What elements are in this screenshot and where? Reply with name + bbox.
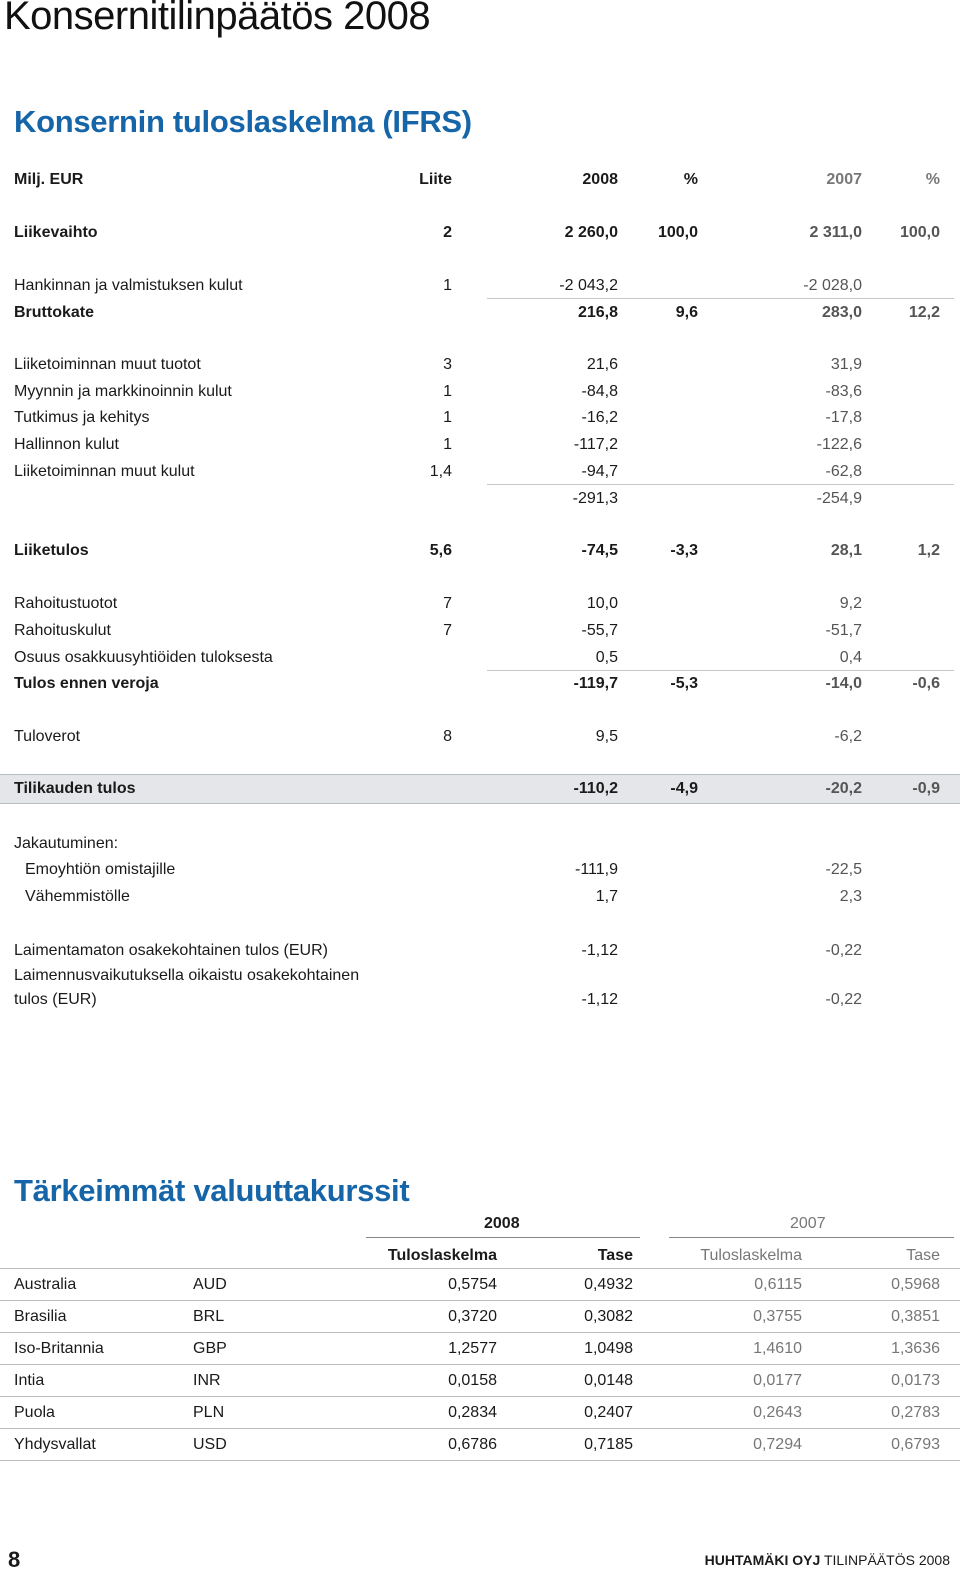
row-2007: -83,6 (825, 383, 862, 400)
fx-tl-2007: 1,4610 (753, 1340, 802, 1357)
fx-tl-2008: 1,2577 (448, 1340, 497, 1357)
fx-tl-2007: 0,3755 (753, 1308, 802, 1325)
row-liite: 5,6 (429, 542, 452, 559)
row-label: Liiketoiminnan muut kulut (14, 463, 195, 480)
fx-tl-2008: 0,6786 (448, 1436, 497, 1453)
fx-country: Intia (14, 1372, 45, 1389)
fx-col-tuloslaskelma-2007: Tuloslaskelma (700, 1247, 802, 1264)
fx-ta-2007: 0,5968 (891, 1276, 940, 1293)
row-2007: -0,22 (825, 942, 862, 959)
row-2008: -291,3 (572, 490, 618, 507)
row-2007: -17,8 (825, 409, 862, 426)
row-pct-2008: 100,0 (657, 224, 698, 241)
row-label: Hallinnon kulut (14, 436, 119, 453)
fx-row (0, 1301, 960, 1333)
row-2007: 28,1 (830, 542, 862, 559)
row-liite: 7 (443, 595, 452, 612)
row-label: Tulos ennen veroja (14, 675, 159, 692)
fx-ta-2008: 0,2407 (584, 1404, 633, 1421)
row-label: Rahoituskulut (14, 622, 111, 639)
net-result-row (0, 774, 960, 804)
row-2007: 31,9 (830, 356, 862, 373)
fx-ta-2007: 0,0173 (891, 1372, 940, 1389)
fx-tl-2007: 0,7294 (753, 1436, 802, 1453)
table-row (0, 486, 960, 512)
fx-col-tase-2007: Tase (906, 1247, 940, 1264)
fx-rule-2008 (366, 1237, 640, 1238)
footer-report-name: TILINPÄÄTÖS 2008 (823, 1552, 950, 1568)
table-row (0, 987, 960, 1013)
row-label: Jakautuminen: (14, 835, 119, 852)
row-2008: -16,2 (581, 409, 618, 426)
fx-ta-2007: 0,2783 (891, 1404, 940, 1421)
fx-ta-2007: 0,3851 (891, 1308, 940, 1325)
row-label: Liiketoiminnan muut tuotot (14, 356, 201, 373)
row-2008: -74,5 (581, 542, 618, 559)
table-row (0, 379, 960, 405)
row-label: Laimentamaton osakekohtainen tulos (EUR) (14, 942, 328, 959)
row-2008: -1,12 (581, 991, 618, 1008)
row-2007: 2 311,0 (809, 224, 862, 241)
row-2008: -84,8 (581, 383, 618, 400)
row-2008: 1,7 (595, 888, 618, 905)
fx-tl-2007: 0,0177 (753, 1372, 802, 1389)
row-pct-2008: -5,3 (670, 675, 698, 692)
row-liite: 2 (443, 224, 452, 241)
fx-row (0, 1333, 960, 1365)
fx-ta-2007: 0,6793 (891, 1436, 940, 1453)
fx-country: Australia (14, 1276, 77, 1293)
fx-col-tase-2008: Tase (597, 1247, 633, 1264)
row-label: Tutkimus ja kehitys (14, 409, 150, 426)
row-2008: 10,0 (586, 595, 618, 612)
row-2008: 216,8 (577, 304, 618, 321)
row-2007: -2 028,0 (803, 277, 862, 294)
subtotal-rule (487, 484, 954, 485)
row-2007: -62,8 (825, 463, 862, 480)
row-2007: -6,2 (834, 728, 862, 745)
row-2008: 21,6 (586, 356, 618, 373)
row-label: Rahoitustuotot (14, 595, 118, 612)
table-row (0, 432, 960, 458)
fx-ta-2008: 0,4932 (584, 1276, 633, 1293)
table-row (0, 352, 960, 378)
row-label: Tuloverot (14, 728, 81, 745)
row-label: Hankinnan ja valmistuksen kulut (14, 277, 243, 294)
row-2008: -110,2 (573, 780, 618, 797)
table-row (0, 831, 960, 857)
fx-ta-2008: 1,0498 (584, 1340, 633, 1357)
row-2007: 9,2 (839, 595, 862, 612)
fx-country: Puola (14, 1404, 55, 1421)
fx-row (0, 1397, 960, 1429)
fx-tl-2007: 0,6115 (754, 1276, 802, 1293)
fx-code: INR (193, 1372, 221, 1389)
table-row (0, 645, 960, 671)
header-pct-2008: % (683, 171, 698, 188)
row-2008: 9,5 (595, 728, 618, 745)
row-2008: 0,5 (595, 649, 618, 666)
table-row (0, 857, 960, 883)
row-pct-2008: 9,6 (675, 304, 698, 321)
table-row (0, 405, 960, 431)
row-2007: -22,5 (825, 861, 862, 878)
fx-header-2007: 2007 (790, 1215, 826, 1232)
fx-country: Yhdysvallat (14, 1436, 96, 1453)
table-header (0, 167, 960, 193)
table-row (0, 884, 960, 910)
fx-row (0, 1269, 960, 1301)
row-label: tulos (EUR) (14, 991, 97, 1008)
subtotal-rule (487, 298, 954, 299)
fx-rates-title: Tärkeimmät valuuttakurssit (14, 1173, 410, 1208)
table-row (0, 459, 960, 485)
row-2007: -51,7 (825, 622, 862, 639)
income-statement-title: Konsernin tuloslaskelma (IFRS) (14, 104, 472, 139)
table-row (0, 938, 960, 964)
header-label: Milj. EUR (14, 171, 84, 188)
row-2007: -122,6 (816, 436, 862, 453)
row-pct-2007: -0,9 (912, 780, 940, 797)
row-pct-2008: -4,9 (670, 780, 698, 797)
header-2007: 2007 (826, 171, 862, 188)
row-2008: -55,7 (581, 622, 618, 639)
row-2007: -20,2 (825, 780, 862, 797)
fx-row (0, 1429, 960, 1461)
row-2008: -117,2 (573, 436, 618, 453)
fx-ta-2008: 0,3082 (584, 1308, 633, 1325)
row-2007: 0,4 (839, 649, 862, 666)
fx-country: Iso-Britannia (14, 1340, 104, 1357)
row-liite: 1 (443, 409, 452, 426)
fx-code: GBP (193, 1340, 227, 1357)
row-pct-2007: 12,2 (908, 304, 940, 321)
row-pct-2007: -0,6 (912, 675, 940, 692)
row-liite: 1 (443, 436, 452, 453)
table-row (0, 273, 960, 299)
fx-tl-2008: 0,5754 (448, 1276, 497, 1293)
row-liite: 1 (443, 383, 452, 400)
fx-code: USD (193, 1436, 227, 1453)
fx-rule-2007 (669, 1237, 954, 1238)
table-row (0, 724, 960, 750)
row-2008: 2 260,0 (564, 224, 618, 241)
fx-tl-2008: 0,2834 (448, 1404, 497, 1421)
row-2008: -111,9 (575, 861, 618, 878)
fx-col-tuloslaskelma-2008: Tuloslaskelma (387, 1247, 497, 1264)
fx-tl-2008: 0,0158 (448, 1372, 497, 1389)
fx-ta-2008: 0,7185 (584, 1436, 633, 1453)
row-pct-2007: 100,0 (899, 224, 940, 241)
table-row (0, 538, 960, 564)
row-pct-2008: -3,3 (670, 542, 698, 559)
fx-code: PLN (193, 1404, 225, 1421)
footer-report (705, 1552, 950, 1568)
row-label: Emoyhtiön omistajille (25, 861, 176, 878)
table-row (0, 591, 960, 617)
row-2007: -254,9 (816, 490, 862, 507)
table-row (0, 220, 960, 246)
header-pct-2007: % (925, 171, 940, 188)
row-2007: -14,0 (825, 675, 862, 692)
row-label: Osuus osakkuusyhtiöiden tuloksesta (14, 649, 273, 666)
table-row (0, 300, 960, 326)
fx-row (0, 1365, 960, 1397)
fx-header-2008: 2008 (484, 1215, 520, 1232)
row-2007: 283,0 (821, 304, 862, 321)
fx-code: AUD (193, 1276, 227, 1293)
row-label: Bruttokate (14, 304, 95, 321)
fx-country: Brasilia (14, 1308, 67, 1325)
row-label: Laimennusvaikutuksella oikaistu osakekohtainen (14, 967, 360, 984)
row-2008: -119,7 (573, 675, 618, 692)
header-liite: Liite (419, 171, 452, 188)
fx-tl-2008: 0,3720 (448, 1308, 497, 1325)
row-label: Liiketulos (14, 542, 89, 559)
fx-tl-2007: 0,2643 (753, 1404, 802, 1421)
row-liite: 8 (443, 728, 452, 745)
page-number: 8 (8, 1547, 21, 1572)
row-label: Liikevaihto (14, 224, 98, 241)
row-liite: 7 (443, 622, 452, 639)
row-label: Myynnin ja markkinoinnin kulut (14, 383, 232, 400)
table-row (0, 618, 960, 644)
table-row (0, 671, 960, 697)
fx-ta-2007: 1,3636 (891, 1340, 940, 1357)
page-title: Konsernitilinpäätös 2008 (4, 0, 431, 38)
table-row (0, 963, 960, 989)
row-liite: 1,4 (429, 463, 452, 480)
row-liite: 3 (443, 356, 452, 373)
row-pct-2007: 1,2 (917, 542, 940, 559)
header-2008: 2008 (582, 171, 618, 188)
row-liite: 1 (443, 277, 452, 294)
row-2008: -2 043,2 (559, 277, 618, 294)
row-2007: -0,22 (825, 991, 862, 1008)
row-2007: 2,3 (839, 888, 862, 905)
row-2008: -94,7 (581, 463, 618, 480)
footer-company: HUHTAMÄKI OYJ (704, 1552, 821, 1568)
fx-code: BRL (193, 1308, 225, 1325)
fx-ta-2008: 0,0148 (584, 1372, 633, 1389)
row-label: Tilikauden tulos (14, 780, 136, 797)
row-label: Vähemmistölle (25, 888, 130, 905)
row-2008: -1,12 (581, 942, 618, 959)
